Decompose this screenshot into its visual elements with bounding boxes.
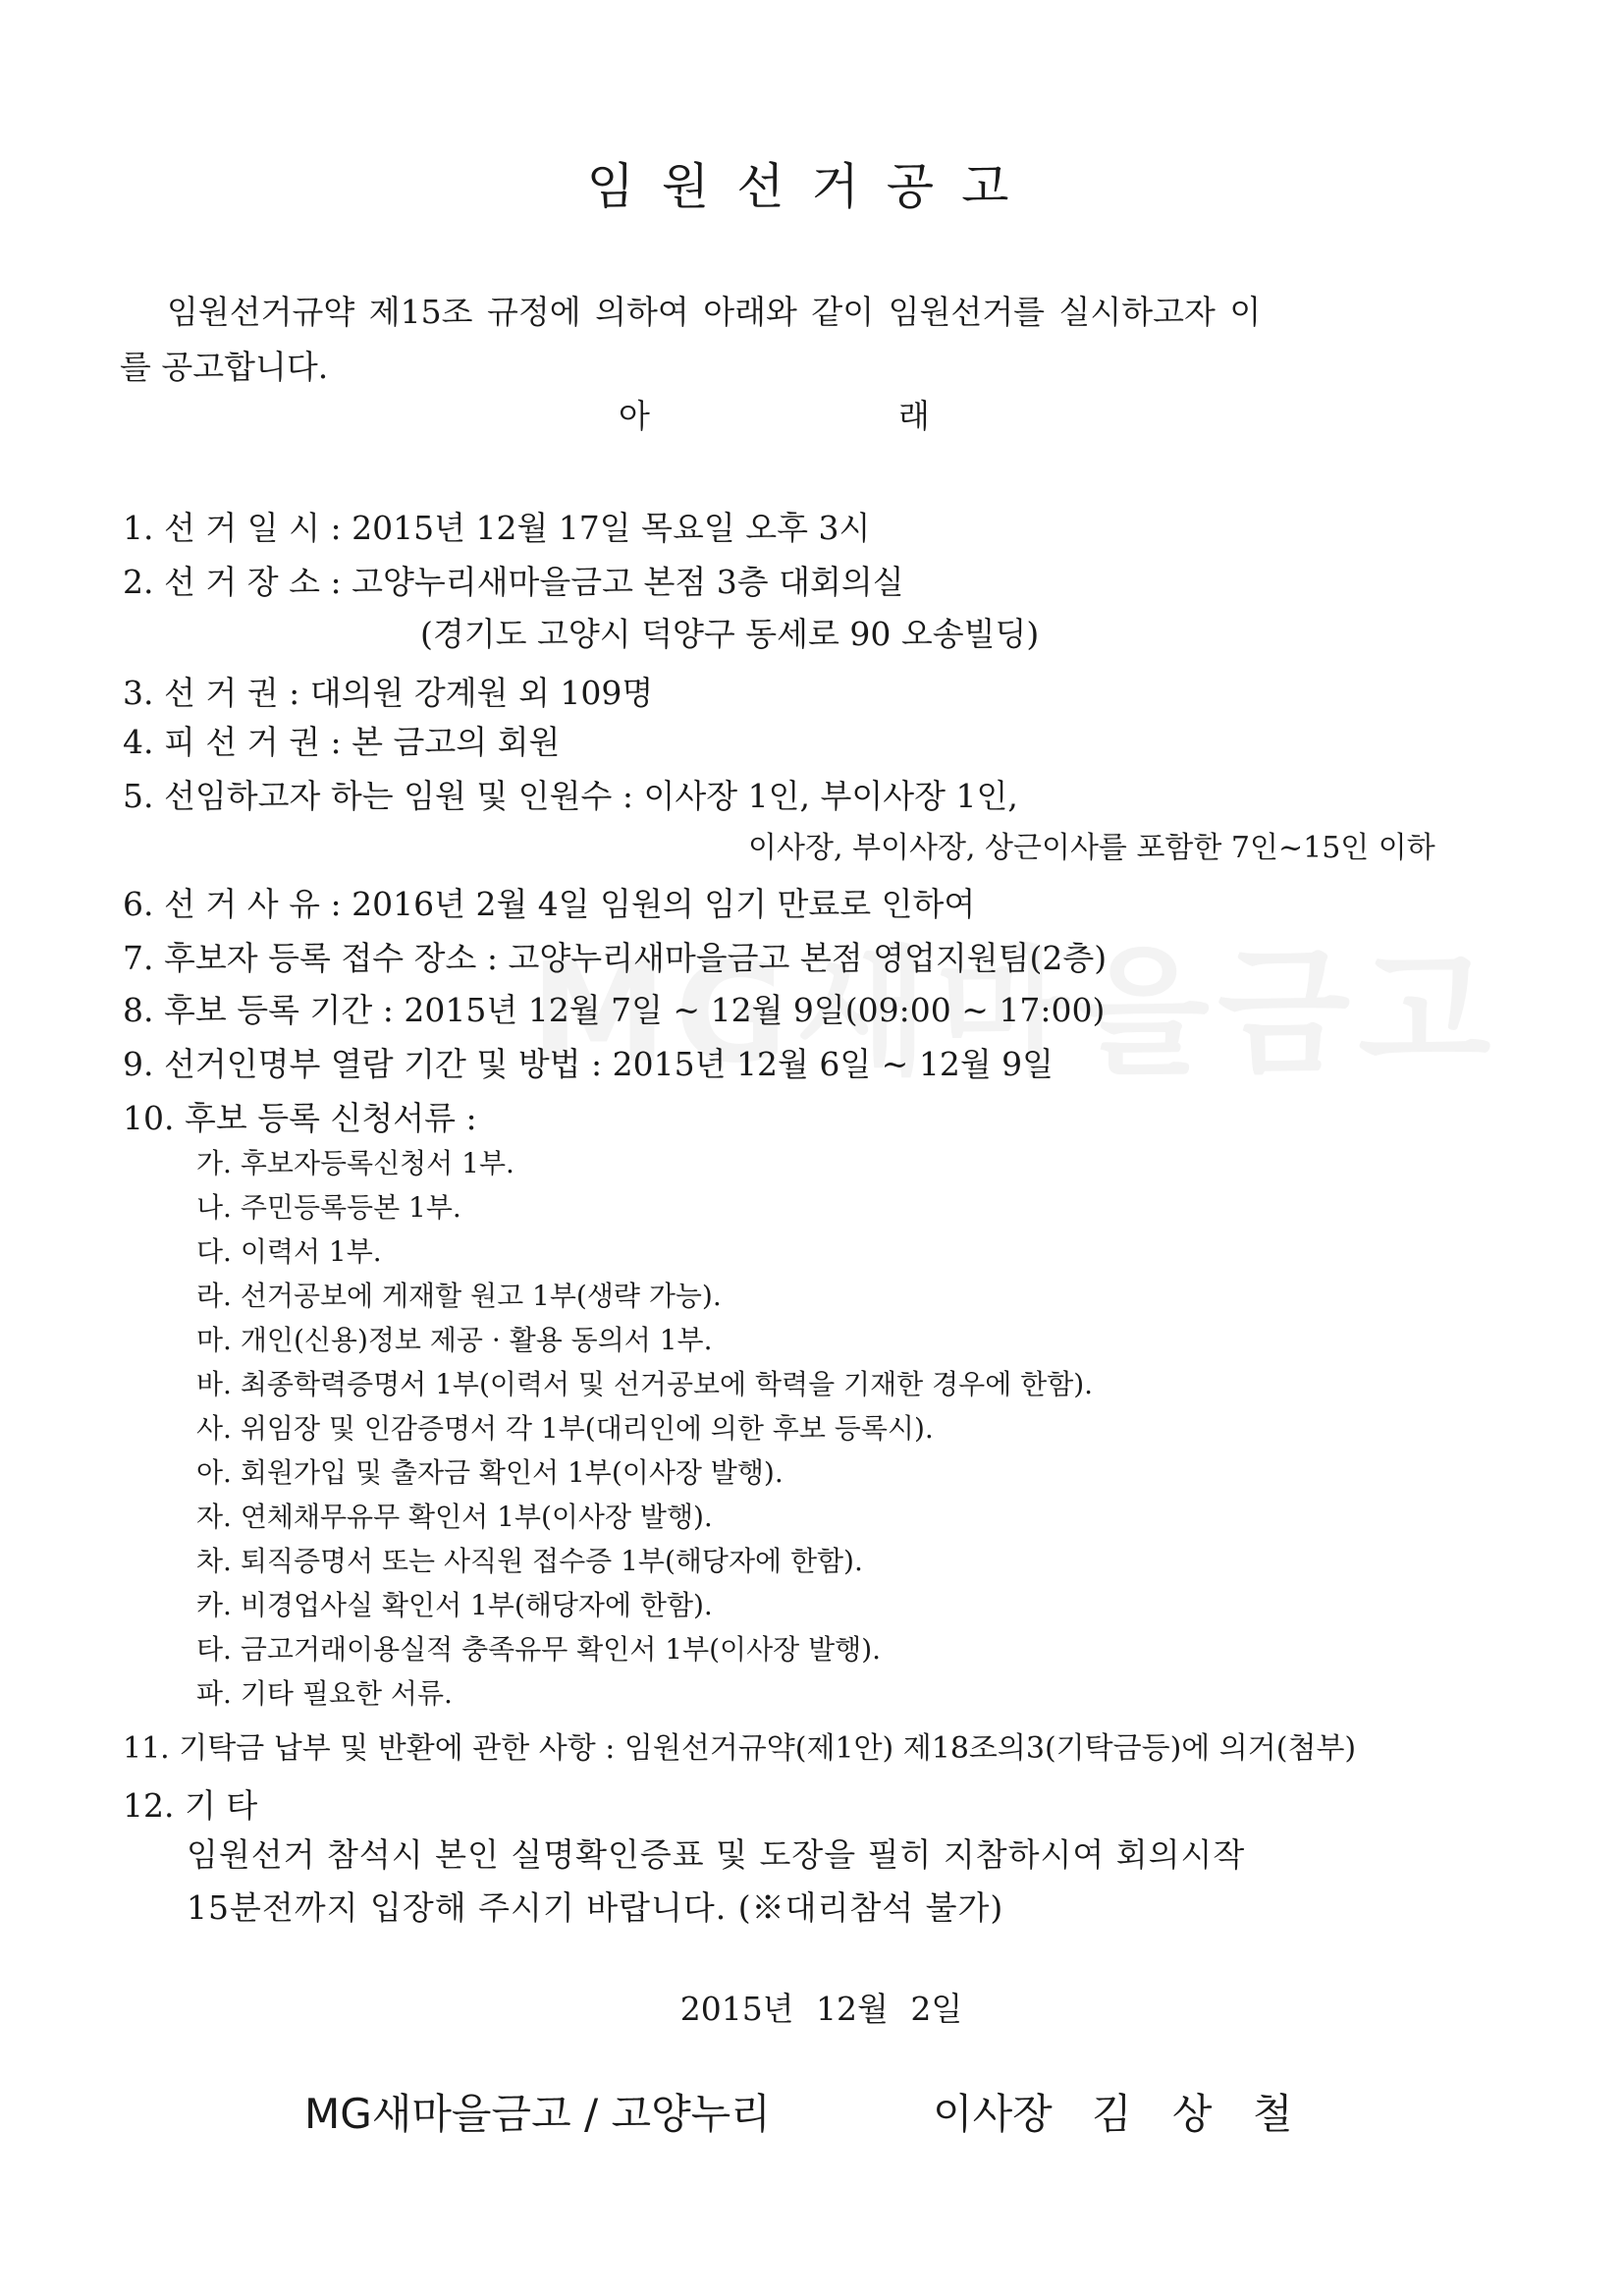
notice-date: 2015년 12월 2일	[679, 1990, 963, 2028]
item-value: 대의원 강계원 외 109명	[309, 674, 654, 712]
item-value: 2016년 2월 4일 임원의 임기 만료로 인하여	[352, 885, 976, 923]
signature-title: 이사장	[933, 2090, 1053, 2138]
below-heading-1: 아	[619, 397, 650, 435]
item-11	[123, 1723, 1356, 1767]
item-4	[123, 717, 560, 763]
item-value: 2015년 12월 6일 ~ 12월 9일	[612, 1045, 1055, 1083]
item-3	[123, 668, 653, 714]
intro-line-2: 를 공고합니다.	[120, 348, 329, 386]
closing-line-2: 15분전까지 입장해 주시기 바랍니다. (※대리참석 불가)	[187, 1888, 1004, 1927]
item-9	[123, 1039, 1054, 1085]
item-number: 5.	[123, 777, 154, 815]
item-label: 선임하고자 하는 임원 및 인원수 :	[164, 777, 633, 815]
closing-line-1: 임원선거 참석시 본인 실명확인증표 및 도장을 필히 지참하시여 회의시작	[187, 1835, 1246, 1874]
signature-name: 김 상 철	[1092, 2090, 1307, 2138]
document-item: 다. 이력서 1부.	[196, 1235, 382, 1268]
item-label: 선 거 일 시 :	[164, 509, 342, 547]
item-value: 2015년 12월 17일 목요일 오후 3시	[352, 509, 871, 547]
item-10	[123, 1093, 477, 1139]
intro-paragraph	[120, 285, 1475, 395]
item-value: 고양누리새마을금고 본점 영업지원팀(2층)	[508, 939, 1108, 977]
item-value: 임원선거규약(제1안) 제18조의3(기탁금등)에 의거(첨부)	[623, 1731, 1357, 1766]
item-value: 이사장 1인, 부이사장 1인,	[643, 777, 1018, 815]
item-8	[123, 985, 1105, 1031]
item-number: 2.	[123, 563, 154, 601]
item-value: 고양누리새마을금고 본점 3층 대회의실	[352, 563, 904, 601]
item-number: 6.	[123, 885, 154, 923]
item-number: 7.	[123, 939, 154, 977]
document-item: 타. 금고거래이용실적 충족유무 확인서 1부(이사장 발행).	[196, 1633, 882, 1666]
item-label: 선 거 장 소 :	[164, 563, 342, 601]
document-item: 바. 최종학력증명서 1부(이력서 및 선거공보에 학력을 기재한 경우에 한함).	[196, 1368, 1094, 1400]
page-title: 임원선거공고	[586, 158, 1037, 215]
item-label: 기 타	[184, 1786, 258, 1825]
item-value: 본 금고의 회원	[352, 723, 561, 761]
item-number: 8.	[123, 991, 154, 1029]
item-label: 선거인명부 열람 기간 및 방법 :	[164, 1045, 603, 1083]
item-2-address: (경기도 고양시 덕양구 동세로 90 오송빌딩)	[420, 615, 1040, 653]
item-1	[123, 503, 870, 549]
item-label: 후보자 등록 접수 장소 :	[164, 939, 498, 977]
document-item: 라. 선거공보에 게재할 원고 1부(생략 가능).	[196, 1280, 722, 1312]
item-value: 2015년 12월 7일 ~ 12월 9일(09:00 ~ 17:00)	[404, 991, 1106, 1029]
item-5	[123, 771, 1018, 817]
document-item: 마. 개인(신용)정보 제공 · 활용 동의서 1부.	[196, 1324, 713, 1356]
document-item: 사. 위임장 및 인감증명서 각 1부(대리인에 의한 후보 등록시).	[196, 1412, 934, 1445]
document-item: 나. 주민등록등본 1부.	[196, 1191, 461, 1224]
intro-line-1: 임원선거규약 제15조 규정에 의하여 아래와 같이 임원선거를 실시하고자 이	[167, 293, 1262, 331]
item-label: 선 거 권 :	[164, 674, 300, 712]
item-number: 12.	[123, 1786, 175, 1825]
item-label: 후보 등록 신청서류 :	[184, 1099, 477, 1137]
document-item: 아. 회원가입 및 출자금 확인서 1부(이사장 발행).	[196, 1456, 784, 1489]
item-label: 피 선 거 권 :	[164, 723, 342, 761]
item-number: 11.	[123, 1731, 170, 1766]
document-item: 카. 비경업사실 확인서 1부(해당자에 한함).	[196, 1589, 713, 1621]
item-5-continuation: 이사장, 부이사장, 상근이사를 포함한 7인~15인 이하	[748, 831, 1435, 865]
document-item: 가. 후보자등록신청서 1부.	[196, 1147, 514, 1179]
item-6	[123, 879, 975, 925]
item-label: 후보 등록 기간 :	[164, 991, 394, 1029]
item-number: 1.	[123, 509, 154, 547]
document-item: 차. 퇴직증명서 또는 사직원 접수증 1부(해당자에 한함).	[196, 1545, 863, 1577]
item-2	[123, 557, 904, 603]
item-number: 4.	[123, 723, 154, 761]
item-label: 기탁금 납부 및 반환에 관한 사항 :	[179, 1731, 616, 1766]
item-number: 3.	[123, 674, 154, 712]
item-12	[123, 1780, 257, 1827]
signature-org: MG새마을금고 / 고양누리	[304, 2090, 771, 2138]
item-number: 10.	[123, 1099, 175, 1137]
item-number: 9.	[123, 1045, 154, 1083]
below-heading-2: 래	[898, 397, 930, 435]
item-label: 선 거 사 유 :	[164, 885, 342, 923]
item-7	[123, 933, 1107, 979]
document-item: 파. 기타 필요한 서류.	[196, 1677, 453, 1710]
document-item: 자. 연체채무유무 확인서 1부(이사장 발행).	[196, 1501, 713, 1533]
